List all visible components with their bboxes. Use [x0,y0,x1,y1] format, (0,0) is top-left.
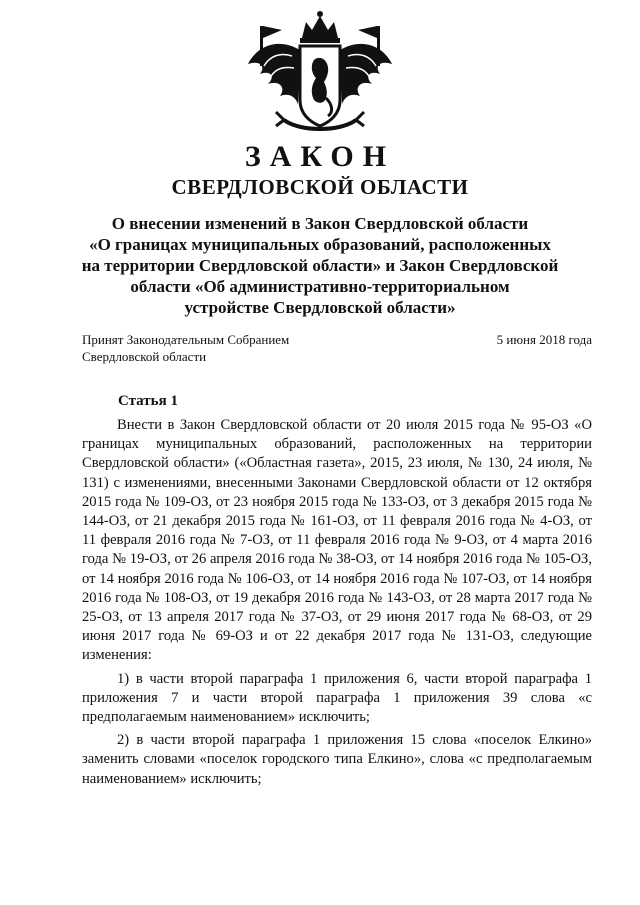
document-subtitle [80,213,560,318]
article-paragraph: Внести в Закон Свердловской области от 20 июля 2015 года № 95-ОЗ «О границах муниципальных образований, расположенных на территории Свердловской области» («Областная газета», 2015, 23 июля, № 130, 24 июля, № 131) с изменениями, внесенными Законами Свердловской области от 12 октября 2015 года № 109-ОЗ, от 23 ноября 2015 года № 133-ОЗ, от 3 декабря 2015 года № 144-ОЗ, от 21 декабря 2015 года № 161-ОЗ, от 11 февраля 2016 года № 4-ОЗ, от 11 февраля 2016 года № 7-ОЗ, от 11 февраля 2016 года № 9-ОЗ, от 4 марта 2016 года № 19-ОЗ, от 26 апреля 2016 года № 38-ОЗ, от 14 ноября 2016 года № 105-ОЗ, от 14 ноября 2016 года № 106-ОЗ, от 14 ноября 2016 года № 107-ОЗ, от 14 ноября 2016 года № 108-ОЗ, от 19 декабря 2016 года № 143-ОЗ, от 28 марта 2017 года № 25-ОЗ, от 13 апреля 2017 года № 37-ОЗ, от 29 июня 2017 года № 68-ОЗ, от 29 июня 2017 года № 69-ОЗ и от 22 декабря 2017 года № 131-ОЗ, следующие изменения: [82,417,592,664]
adopted-by [82,331,289,365]
adopted-by-line: Принят Законодательным Собранием [82,332,290,347]
subtitle-line: «О границах муниципальных образований, расположенных [89,235,551,254]
subtitle-line: области «Об административно-территориальном [130,277,510,296]
adopted-by-line: Свердловской области [82,349,207,364]
article-paragraph: 1) в части второй параграфа 1 приложения 6, части второй параграфа 1 приложения 7 и части второй параграфа 1 приложения 39 слова «с предполагаемым наименованием» исключить; [82,670,592,726]
coat-of-arms-icon [240,8,400,140]
article-paragraph: 2) в части второй параграфа 1 приложения 15 слова «поселок Елкино» заменить словами «поселок городского типа Елкино», слова «с предполагаемым наименованием» исключить; [82,732,592,787]
article-body [82,416,592,793]
subtitle-line: устройстве Свердловской области» [184,298,456,317]
law-title: ЗАКОН [244,140,396,173]
article-heading: Статья 1 [118,393,178,409]
subtitle-line: на территории Свердловской области» и Закон Свердловской [81,256,559,275]
adoption-date: 5 июня 2018 года [496,332,592,347]
subtitle-line: О внесении изменений в Закон Свердловской области [111,214,529,233]
region-title: СВЕРДЛОВСКОЙ ОБЛАСТИ [171,175,469,199]
